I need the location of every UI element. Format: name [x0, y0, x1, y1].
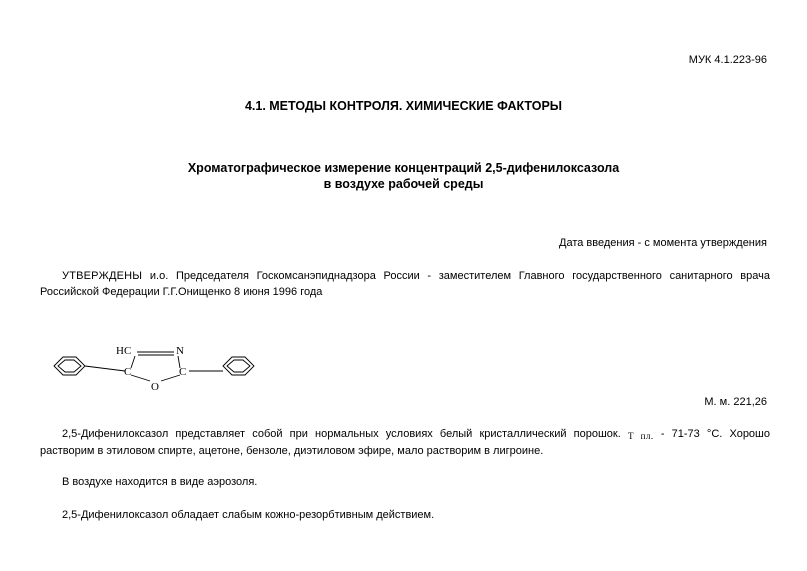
paragraph-properties [40, 426, 770, 460]
document-title [0, 160, 807, 192]
atom-n: N [176, 345, 184, 357]
document-title-line-2: в воздухе рабочей среды [323, 177, 484, 191]
molecular-mass: М. м. 221,26 [704, 396, 767, 408]
atom-hc: HC [116, 345, 132, 357]
section-title: 4.1. МЕТОДЫ КОНТРОЛЯ. ХИМИЧЕСКИЕ ФАКТОРЫ [244, 99, 563, 113]
approval-text: и.о. Председателя Госкомсанэпиднадзора России - заместителем Главного государственного санитарного врача Российской Федерации Г.Г.Онищенко 8 июня 1996 года [40, 270, 770, 298]
document-code: МУК 4.1.223-96 [688, 54, 767, 66]
paragraph-skin-action: 2,5-Дифенилоксазол обладает слабым кожно-резорбтивным действием. [62, 509, 435, 521]
structural-formula [40, 335, 280, 395]
atom-o: O [151, 381, 159, 393]
properties-text-end: - 71-73 °С. Хорошо растворим в этиловом спирте, ацетоне, бензоле, диэтиловом эфире, мало растворим в лигроине. [40, 428, 770, 457]
properties-text-start: 2,5-Дифенилоксазол представляет собой при нормальных условиях белый кристаллический порошок. [62, 428, 628, 440]
introduction-date: Дата введения - с момента утверждения [559, 237, 767, 249]
left-benzene-ring [54, 357, 85, 375]
atom-c-left: C [124, 366, 132, 378]
paragraph-aerosol: В воздухе находится в виде аэрозоля. [62, 476, 258, 488]
approval-statement [40, 268, 770, 300]
right-benzene-ring [223, 357, 254, 375]
oxazole-ring [131, 352, 180, 381]
bond-left [85, 366, 125, 371]
melting-point-symbol: T пл. [627, 431, 654, 441]
approval-keyword: УТВЕРЖДЕНЫ [62, 270, 143, 282]
atom-c-right: C [179, 366, 187, 378]
document-title-line-1: Хроматографическое измерение концентраций 2,5-дифенилоксазола [187, 161, 620, 175]
